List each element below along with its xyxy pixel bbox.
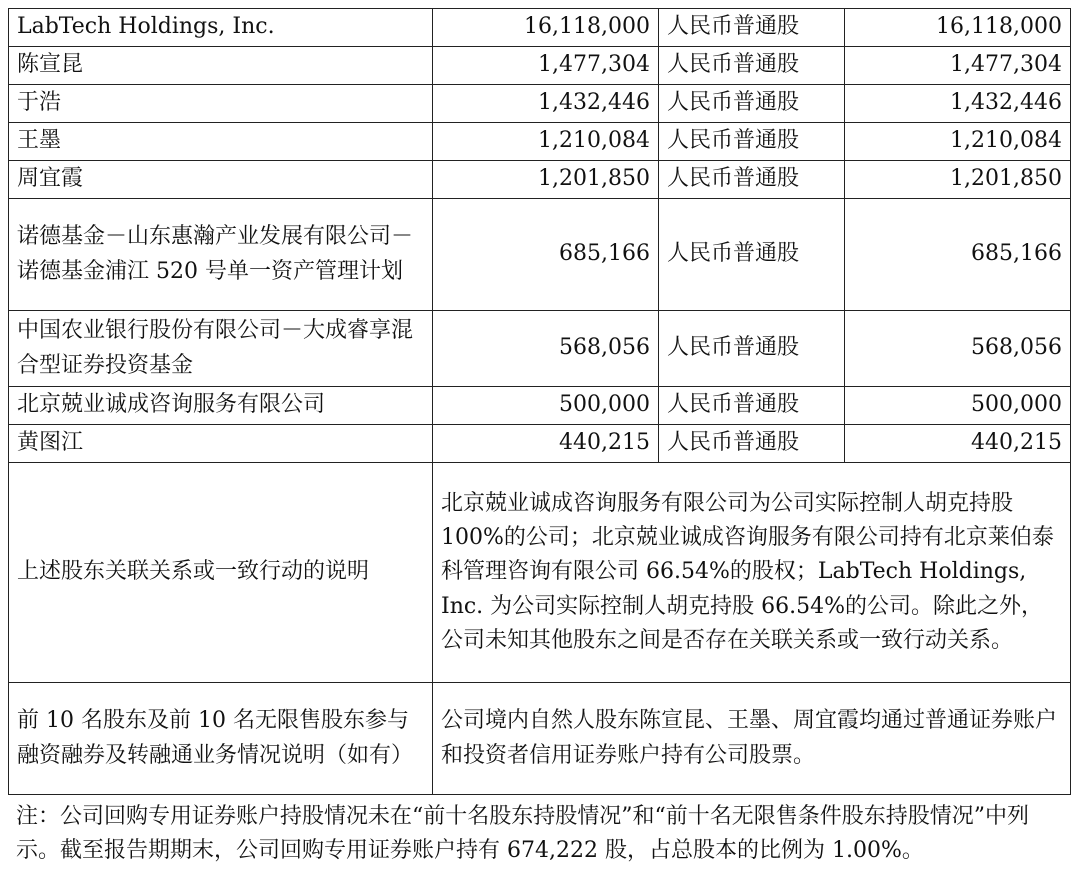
share-quantity: 1,210,084: [845, 123, 1071, 161]
share-quantity: 1,201,850: [845, 161, 1071, 199]
share-quantity: 1,477,304: [845, 47, 1071, 85]
share-type: 人民币普通股: [659, 425, 845, 463]
share-quantity: 16,118,000: [845, 9, 1071, 47]
share-quantity: 568,056: [845, 311, 1071, 387]
shareholder-name: 黄图江: [9, 425, 433, 463]
share-type: 人民币普通股: [659, 161, 845, 199]
share-quantity: 1,432,446: [845, 85, 1071, 123]
shares-held: 685,166: [433, 199, 659, 311]
shares-held: 1,432,446: [433, 85, 659, 123]
relation-description: 北京兢业诚成咨询服务有限公司为公司实际控制人胡克持股 100%的公司；北京兢业诚成咨询服务有限公司持有北京莱伯泰科管理咨询有限公司 66.54%的股权；LabTech Holdings, Inc. 为公司实际控制人胡克持股 66.54%的公司。除此之外，公司未知其他股东之间是否存在关联关系或一致行动关系。: [433, 463, 1071, 683]
shareholder-name: LabTech Holdings, Inc.: [9, 9, 433, 47]
share-type: 人民币普通股: [659, 311, 845, 387]
share-quantity: 500,000: [845, 387, 1071, 425]
shareholder-name: 于浩: [9, 85, 433, 123]
table-row: [9, 123, 1071, 161]
table-row: [9, 85, 1071, 123]
shares-held: 500,000: [433, 387, 659, 425]
table-row: [9, 9, 1071, 47]
share-type: 人民币普通股: [659, 9, 845, 47]
shareholder-name: 诺德基金－山东惠瀚产业发展有限公司－诺德基金浦江 520 号单一资产管理计划: [9, 199, 433, 311]
share-type: 人民币普通股: [659, 47, 845, 85]
footnote: 注：公司回购专用证券账户持股情况未在“前十名股东持股情况”和“前十名无限售条件股东持股情况”中列示。截至报告期期末，公司回购专用证券账户持有 674,222 股，占总股本的比例为 1.00%。: [16, 804, 1029, 864]
share-quantity: 685,166: [845, 199, 1071, 311]
margin-trading-description: 公司境内自然人股东陈宣昆、王墨、周宜霞均通过普通证券账户和投资者信用证券账户持有公司股票。: [433, 683, 1071, 795]
share-type: 人民币普通股: [659, 199, 845, 311]
margin-trading-label: 前 10 名股东及前 10 名无限售股东参与融资融券及转融通业务情况说明（如有）: [9, 683, 433, 795]
shares-held: 440,215: [433, 425, 659, 463]
relation-label: 上述股东关联关系或一致行动的说明: [9, 463, 433, 683]
shareholder-name: 中国农业银行股份有限公司－大成睿享混合型证券投资基金: [9, 311, 433, 387]
table-row: [9, 311, 1071, 387]
shares-held: 568,056: [433, 311, 659, 387]
relation-row: [9, 463, 1071, 683]
margin-trading-row: [9, 683, 1071, 795]
shares-held: 16,118,000: [433, 9, 659, 47]
shareholder-name: 北京兢业诚成咨询服务有限公司: [9, 387, 433, 425]
shareholders-table: [8, 8, 1071, 795]
share-type: 人民币普通股: [659, 387, 845, 425]
shareholder-name: 周宜霞: [9, 161, 433, 199]
shares-held: 1,477,304: [433, 47, 659, 85]
shareholder-name: 王墨: [9, 123, 433, 161]
share-type: 人民币普通股: [659, 85, 845, 123]
shares-held: 1,201,850: [433, 161, 659, 199]
shareholder-name: 陈宣昆: [9, 47, 433, 85]
table-row: [9, 387, 1071, 425]
table-row: [9, 425, 1071, 463]
table-row: [9, 161, 1071, 199]
table-row: [9, 199, 1071, 311]
share-type: 人民币普通股: [659, 123, 845, 161]
shares-held: 1,210,084: [433, 123, 659, 161]
table-row: [9, 47, 1071, 85]
share-quantity: 440,215: [845, 425, 1071, 463]
